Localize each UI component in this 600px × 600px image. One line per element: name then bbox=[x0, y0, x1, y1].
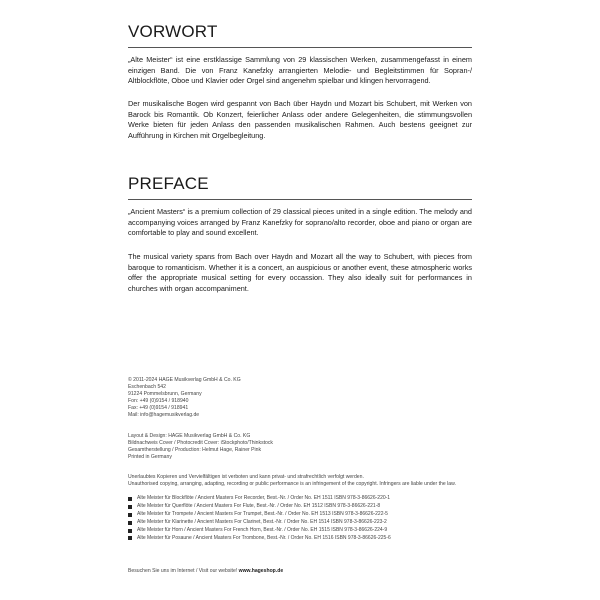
vorwort-paragraph-2: Der musikalische Bogen wird gespannt von Bach über Haydn und Mozart bis Schubert, mit Werken von Barock bis Romantik. Ob Konzert, feierlicher Anlass oder andere Gelegenheiten, die stimmungsvollen Werke bieten für jeden Anlass den passenden musikalischen Rahmen. Auch bestens geeignet zur Aufführung in Kirchen mit Orgelbegleitung. bbox=[128, 99, 472, 140]
imprint-line: Mail: info@hagemusikverlag.de bbox=[128, 412, 200, 418]
vorwort-body bbox=[128, 55, 472, 87]
editions-list bbox=[128, 495, 488, 542]
credit-line: Layout & Design: HAGE Musikverlag GmbH & Co. KG bbox=[128, 433, 251, 439]
footer-text: Besuchen Sie uns im Internet / Visit our website! bbox=[128, 568, 239, 574]
credit-line: Gesamtherstellung / Production: Helmut Hage, Rainer Pink bbox=[128, 447, 262, 453]
copyright-notice bbox=[128, 474, 488, 488]
preface-body bbox=[128, 207, 472, 239]
bullet-square-icon bbox=[128, 521, 132, 525]
list-item bbox=[128, 527, 488, 535]
preface-paragraph-1: „Ancient Masters“ is a premium collection of 29 classical pieces united in a single edition. The melody and accompanying voices arranged by Franz Kanefzky for soprano/alto recorder, oboe and piano or organ are comfortable to play and sound excellent. bbox=[128, 207, 472, 238]
edition-text: Alte Meister für Posaune / Ancient Masters For Trombone, Best.-Nr. / Order No. EH 1516 ISBN 978-3-86626-225-6 bbox=[137, 534, 391, 541]
bullet-square-icon bbox=[128, 529, 132, 533]
credits-imprint bbox=[128, 433, 488, 461]
preface-paragraph-2: The musical variety spans from Bach over Haydn and Mozart all the way to Schubert, with pieces from baroque to romanticism. Whether it is a concert, an auspicious or another event, these atmospheric works offer the appropriate musical setting for every occassion. They also ideally suit for performances in churches with organ accompaniment. bbox=[128, 252, 472, 293]
edition-text: Alte Meister für Horn / Ancient Masters For French Horn, Best.-Nr. / Order No. EH 1515 ISBN 978-3-86626-224-9 bbox=[137, 526, 388, 533]
imprint-line: Fax: +49 (0)9154 / 918941 bbox=[128, 405, 189, 411]
vorwort-rule bbox=[128, 47, 472, 48]
bullet-square-icon bbox=[128, 497, 132, 501]
preface-section bbox=[128, 174, 472, 200]
website-footer bbox=[128, 568, 283, 574]
imprint-line: Eschenbach 542 bbox=[128, 384, 166, 390]
bullet-square-icon bbox=[128, 505, 132, 509]
vorwort-paragraph-1: „Alte Meister“ ist eine erstklassige Sammlung von 29 klassischen Werken, zusammengefasst in einem einzigen Band. Die von Franz Kanefzky arrangierten Melodie- und Begleitstimmen für Sopran-/ Altblockflöte, Oboe und Klavier oder Orgel sind angenehm spielbar und klingen hervorragend. bbox=[128, 55, 472, 86]
vorwort-section bbox=[128, 22, 472, 48]
edition-text: Alte Meister für Blockflöte / Ancient Masters For Recorder, Best.-Nr. / Order No. EH 1511 ISBN 978-3-86626-220-1 bbox=[137, 495, 391, 501]
website-link[interactable]: www.hageshop.de bbox=[238, 568, 284, 574]
edition-text: Alte Meister für Klarinette / Ancient Masters For Clarinet, Best.-Nr. / Order No. EH 1514 ISBN 978-3-86626-223-2 bbox=[137, 518, 387, 525]
credit-line: Bildnachweis Cover / Photocredit Cover: iStockphoto/Thinkstock bbox=[128, 440, 273, 446]
list-item bbox=[128, 503, 488, 511]
list-item bbox=[128, 519, 488, 527]
list-item bbox=[128, 535, 488, 543]
edition-text: Alte Meister für Trompete / Ancient Masters For Trumpet, Best.-Nr. / Order No. EH 1513 ISBN 978-3-86626-222-5 bbox=[137, 510, 388, 517]
publisher-imprint bbox=[128, 377, 488, 419]
preface-body-2 bbox=[128, 252, 472, 294]
legal-line: Unauthorised copying, arranging, adapting, recording or public performance is an infringement of the copyright. Infringers are liable under the law. bbox=[128, 481, 456, 487]
preface-rule bbox=[128, 199, 472, 200]
list-item bbox=[128, 511, 488, 519]
list-item bbox=[128, 495, 488, 503]
vorwort-heading: VORWORT bbox=[128, 22, 218, 41]
bullet-square-icon bbox=[128, 536, 132, 540]
preface-heading: PREFACE bbox=[128, 174, 209, 193]
imprint-line: © 2011-2024 HAGE Musikverlag GmbH & Co. KG bbox=[128, 377, 241, 383]
imprint-line: Fon: +49 (0)9154 / 918940 bbox=[128, 398, 189, 404]
legal-line: Unerlaubtes Kopieren und Vervielfältigen ist verboten und kann privat- und strafrechtlich verfolgt werden. bbox=[128, 474, 364, 480]
bullet-square-icon bbox=[128, 513, 132, 517]
edition-text: Alte Meister für Querflöte / Ancient Masters For Flute, Best.-Nr. / Order No. EH 1512 ISBN 978-3-86626-221-8 bbox=[137, 502, 381, 509]
imprint-line: 91224 Pommelsbrunn, Germany bbox=[128, 391, 202, 397]
vorwort-body-2 bbox=[128, 99, 472, 141]
credit-line: Printed in Germany bbox=[128, 454, 172, 460]
